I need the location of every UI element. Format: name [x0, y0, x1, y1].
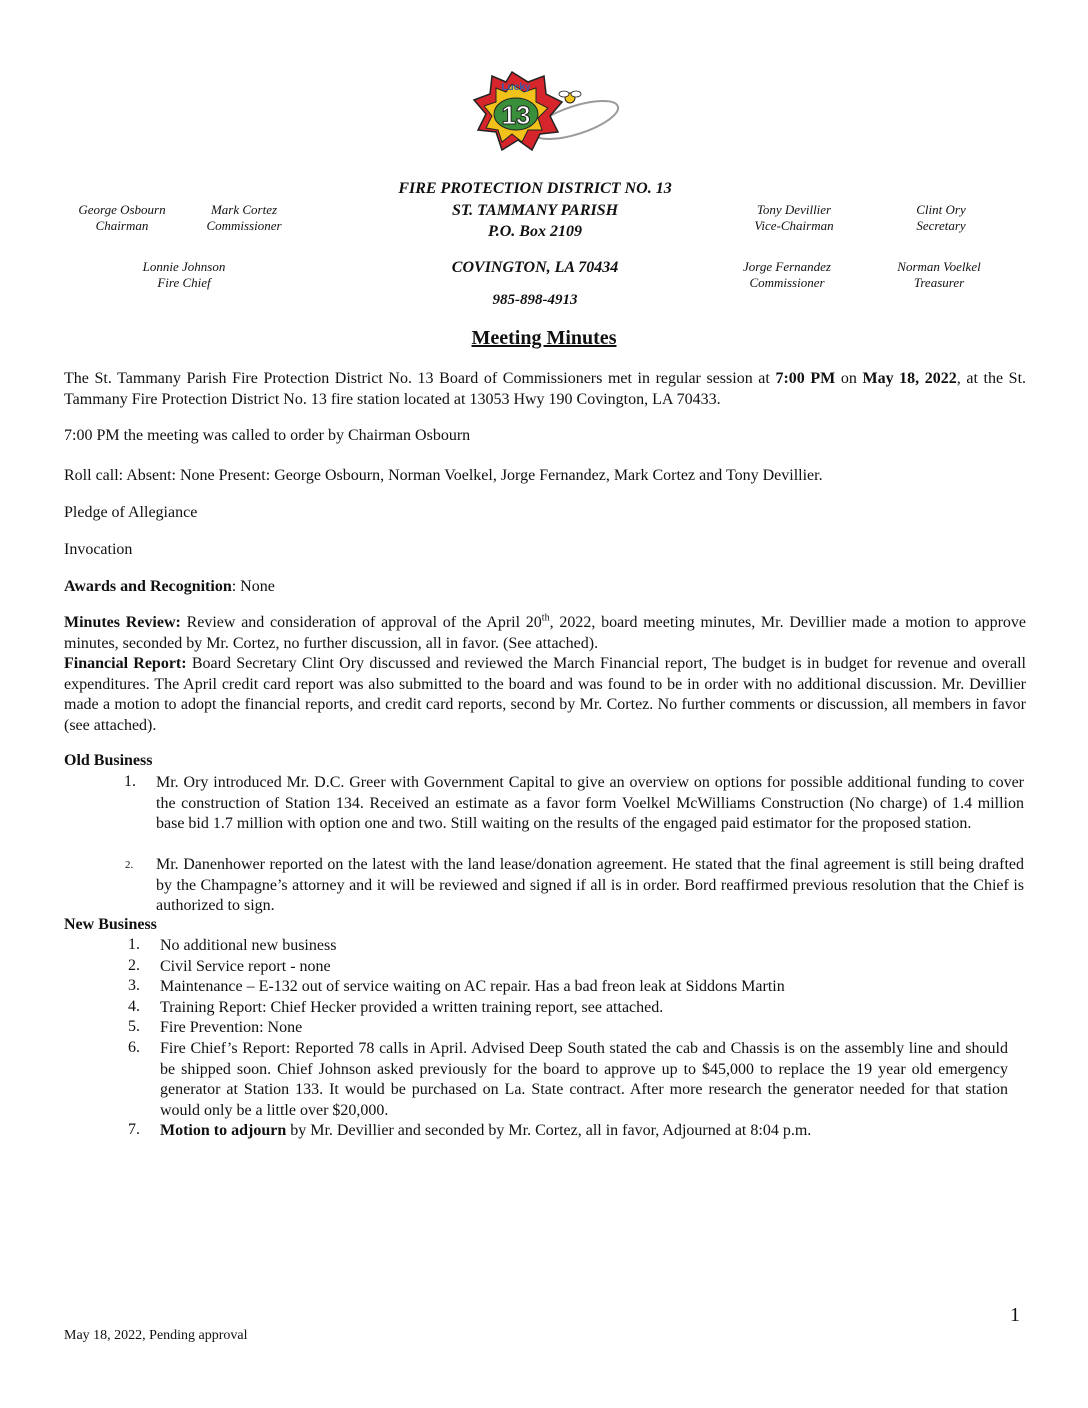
new-item-number: 4. — [128, 998, 140, 1015]
city-line: COVINGTON, LA 70434 — [451, 259, 619, 276]
adjourn-label: Motion to adjourn — [160, 1122, 287, 1139]
pledge: Pledge of Allegiance — [64, 504, 198, 521]
person-commissioner-cortez — [192, 202, 296, 234]
minutes-review-text-a: Review and consideration of approval of the April 20 — [180, 614, 542, 631]
district-logo — [466, 68, 626, 164]
minutes-review-sup: th — [541, 612, 550, 624]
po-box: P.O. Box 2109 — [488, 223, 582, 240]
page-number: 1 — [1010, 1304, 1020, 1326]
intro-text-a: The St. Tammany Parish Fire Protection District No. 13 Board of Commissioners met in regular session at — [64, 370, 776, 387]
new-item-number: 3. — [128, 977, 140, 994]
person-name: Lonnie Johnson — [142, 259, 226, 274]
new-item-text: Fire Chief’s Report: Reported 78 calls in April. Advised Deep South stated the cab and Chassis is on the assembly line and should be shipped soon. Chief Johnson asked previously for the board to approve up to $45,000 to replace the 19 year old emergency generator at Station 133. It would be purchased on La. State contract. After more research the generator needed for that station would only be a little over $20,000. — [160, 1040, 1008, 1119]
person-name: Norman Voelkel — [897, 259, 981, 274]
person-role: Secretary — [916, 218, 966, 233]
footer-note: May 18, 2022, Pending approval — [64, 1328, 248, 1343]
new-business-heading: New Business — [64, 916, 157, 933]
minutes-review-label: Minutes Review: — [64, 614, 181, 631]
phone-line: 985-898-4913 — [492, 292, 578, 308]
minutes-review-text-b: , 2022, board meeting minutes, Mr. Devillier made a motion to approve minutes, seconded by Mr. Cortez, no further discussion, all in favor. (See attached). — [64, 614, 1027, 652]
minutes-review — [64, 613, 1026, 654]
person-role: Fire Chief — [157, 275, 211, 290]
awards-label: Awards and Recognition — [64, 578, 232, 595]
intro-paragraph — [64, 369, 1026, 410]
person-role: Treasurer — [913, 275, 965, 290]
intro-text-c: , at the St. Tammany Fire Protection District No. 13 fire station located at 13053 Hwy 190 Covington, LA 70433. — [64, 370, 1027, 408]
person-name: George Osbourn — [78, 202, 166, 217]
new-item-text: Fire Prevention: None — [160, 1019, 303, 1036]
org-line1: FIRE PROTECTION DISTRICT NO. 13 — [398, 180, 672, 197]
invocation: Invocation — [64, 541, 133, 558]
person-commissioner-fernandez — [726, 259, 848, 291]
new-item-number: 1. — [128, 936, 140, 953]
person-name: Mark Cortez — [210, 202, 278, 217]
new-item-number: 5. — [128, 1018, 140, 1035]
new-item-number: 2. — [128, 957, 140, 974]
intro-text-b: on — [835, 370, 863, 387]
new-item-text: No additional new business — [160, 937, 337, 954]
new-item-text: Maintenance – E-132 out of service waiting on AC repair. Has a bad freon leak at Siddons Martin — [160, 978, 785, 995]
awards-text: : None — [231, 578, 275, 595]
page-title: Meeting Minutes — [471, 327, 617, 349]
person-treasurer — [880, 259, 998, 291]
new-item-text — [160, 1121, 1024, 1142]
call-to-order: 7:00 PM the meeting was called to order by Chairman Osbourn — [64, 427, 471, 444]
lucky-13-logo-icon — [466, 68, 626, 164]
roll-call: Roll call: Absent: None Present: George Osbourn, Norman Voelkel, Jorge Fernandez, Mark Cortez and Tony Devillier. — [64, 467, 823, 484]
new-item-number: 6. — [128, 1039, 140, 1056]
intro-date: May 18, 2022 — [862, 370, 957, 387]
org-line2: ST. TAMMANY PARISH — [451, 202, 619, 219]
logo-number: 13 — [501, 100, 531, 130]
person-role: Chairman — [95, 218, 149, 233]
new-item-text: Civil Service report - none — [160, 958, 331, 975]
person-fire-chief — [124, 259, 244, 291]
old-item-number: 2. — [125, 859, 134, 871]
person-role: Vice-Chairman — [754, 218, 834, 233]
old-item-text: Mr. Ory introduced Mr. D.C. Greer with Government Capital to give an overview on options for possible additional funding to cover the construction of Station 134. Received an estimate as a favor form Voelkel McWilliams Construction (No charge) of 1.4 million base bid 1.7 million with option one and two. Still waiting on the results of the engaged paid estimator for the proposed station. — [156, 774, 1024, 832]
old-business-heading: Old Business — [64, 752, 153, 769]
logo-ring-text: Lucky — [501, 82, 531, 93]
person-secretary — [886, 202, 996, 234]
person-role: Commissioner — [749, 275, 825, 290]
old-item-text: Mr. Danenhower reported on the latest with the land lease/donation agreement. He stated that the final agreement is still being drafted by the Champagne’s attorney and it will be reviewed and signed if all is in order. Bord reaffirmed previous resolution that the Chief is authorized to sign. — [156, 856, 1024, 914]
financial-label: Financial Report: — [64, 655, 187, 672]
person-chairman — [66, 202, 178, 234]
person-name: Tony Devillier — [756, 202, 832, 217]
new-item-number: 7. — [128, 1121, 140, 1138]
financial-text: Board Secretary Clint Ory discussed and reviewed the March Financial report, The budget is in budget for revenue and overall expenditures. The April credit card report was also submitted to the board and was found to be in order with no additional discussion. Mr. Devillier made a motion to adopt the financial reports, and credit card reports, second by Mr. Cortez. No further comments or discussion, all members in favor (see attached). — [64, 655, 1026, 734]
old-item-number: 1. — [124, 773, 136, 790]
adjourn-text: by Mr. Devillier and seconded by Mr. Cortez, all in favor, Adjourned at 8:04 p.m. — [286, 1122, 812, 1139]
person-name: Clint Ory — [916, 202, 966, 217]
financial-report — [64, 654, 1026, 736]
person-name: Jorge Fernandez — [743, 259, 831, 274]
new-item-text: Training Report: Chief Hecker provided a written training report, see attached. — [160, 999, 664, 1016]
awards-recognition — [64, 577, 1026, 598]
person-vice-chairman — [736, 202, 852, 234]
person-role: Commissioner — [206, 218, 282, 233]
intro-time: 7:00 PM — [775, 370, 836, 387]
